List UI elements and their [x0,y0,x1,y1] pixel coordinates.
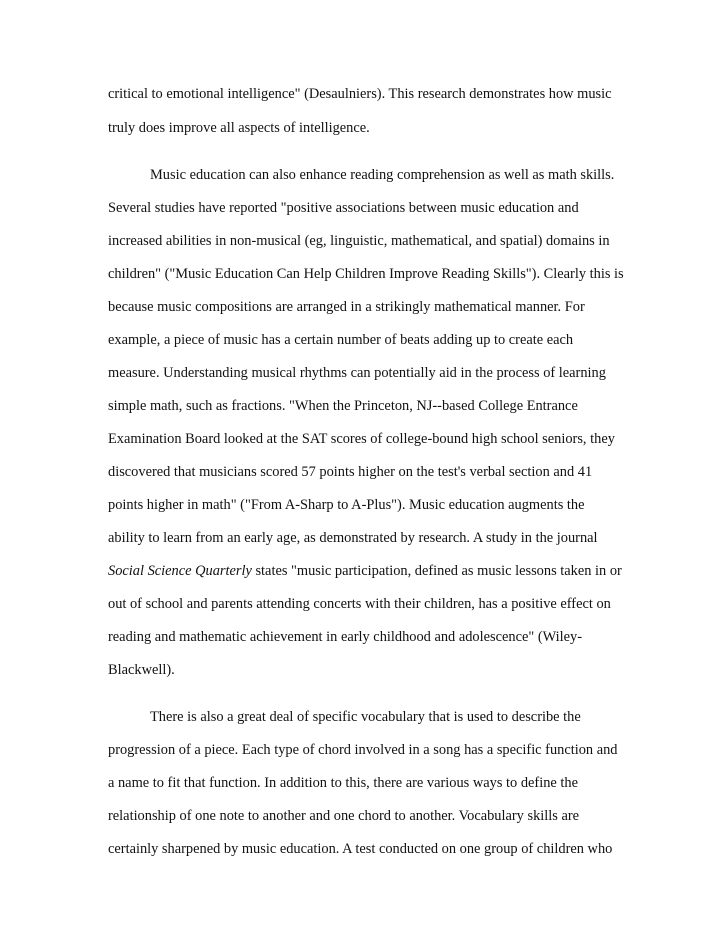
paragraph-start-line: There is also a great deal of specific vocabulary that is used to describe the [150,709,581,725]
text-line: out of school and parents attending concerts with their children, has a positive effect on [108,596,611,612]
text-line: Blackwell). [108,662,175,678]
text-line: a name to fit that function. In addition to this, there are various ways to define the [108,775,578,791]
text-line: simple math, such as fractions. "When the Princeton, NJ--based College Entrance [108,398,578,414]
text-line: critical to emotional intelligence" (Desaulniers). This research demonstrates how music [108,86,612,102]
paragraph-start-line: Music education can also enhance reading comprehension as well as math skills. [150,167,615,183]
text-line: truly does improve all aspects of intelligence. [108,120,370,136]
text-line: discovered that musicians scored 57 points higher on the test's verbal section and 41 [108,464,593,480]
journal-title: Social Science Quarterly [108,563,252,579]
text-line: Examination Board looked at the SAT scores of college-bound high school seniors, they [108,431,615,447]
text-line: relationship of one note to another and one chord to another. Vocabulary skills are [108,808,580,824]
text-line-continuation: states "music participation, defined as music lessons taken in or [251,563,622,579]
text-line: ability to learn from an early age, as demonstrated by research. A study in the journal [108,530,598,546]
text-line-with-journal-title [108,562,622,580]
text-line: because music compositions are arranged in a strikingly mathematical manner. For [108,299,585,315]
text-line: reading and mathematic achievement in early childhood and adolescence" (Wiley- [108,629,582,645]
text-line: measure. Understanding musical rhythms can potentially aid in the process of learning [108,365,606,381]
text-line: children" ("Music Education Can Help Children Improve Reading Skills"). Clearly this is [108,266,624,282]
text-line: example, a piece of music has a certain number of beats adding up to create each [108,332,574,348]
text-line: points higher in math" ("From A-Sharp to A-Plus"). Music education augments the [108,497,585,513]
text-line: increased abilities in non-musical (eg, linguistic, mathematical, and spatial) domains in [108,233,610,249]
text-line: progression of a piece. Each type of chord involved in a song has a specific function and [108,742,618,758]
text-line: certainly sharpened by music education. A test conducted on one group of children who [108,841,613,857]
text-line: Several studies have reported "positive associations between music education and [108,200,579,216]
